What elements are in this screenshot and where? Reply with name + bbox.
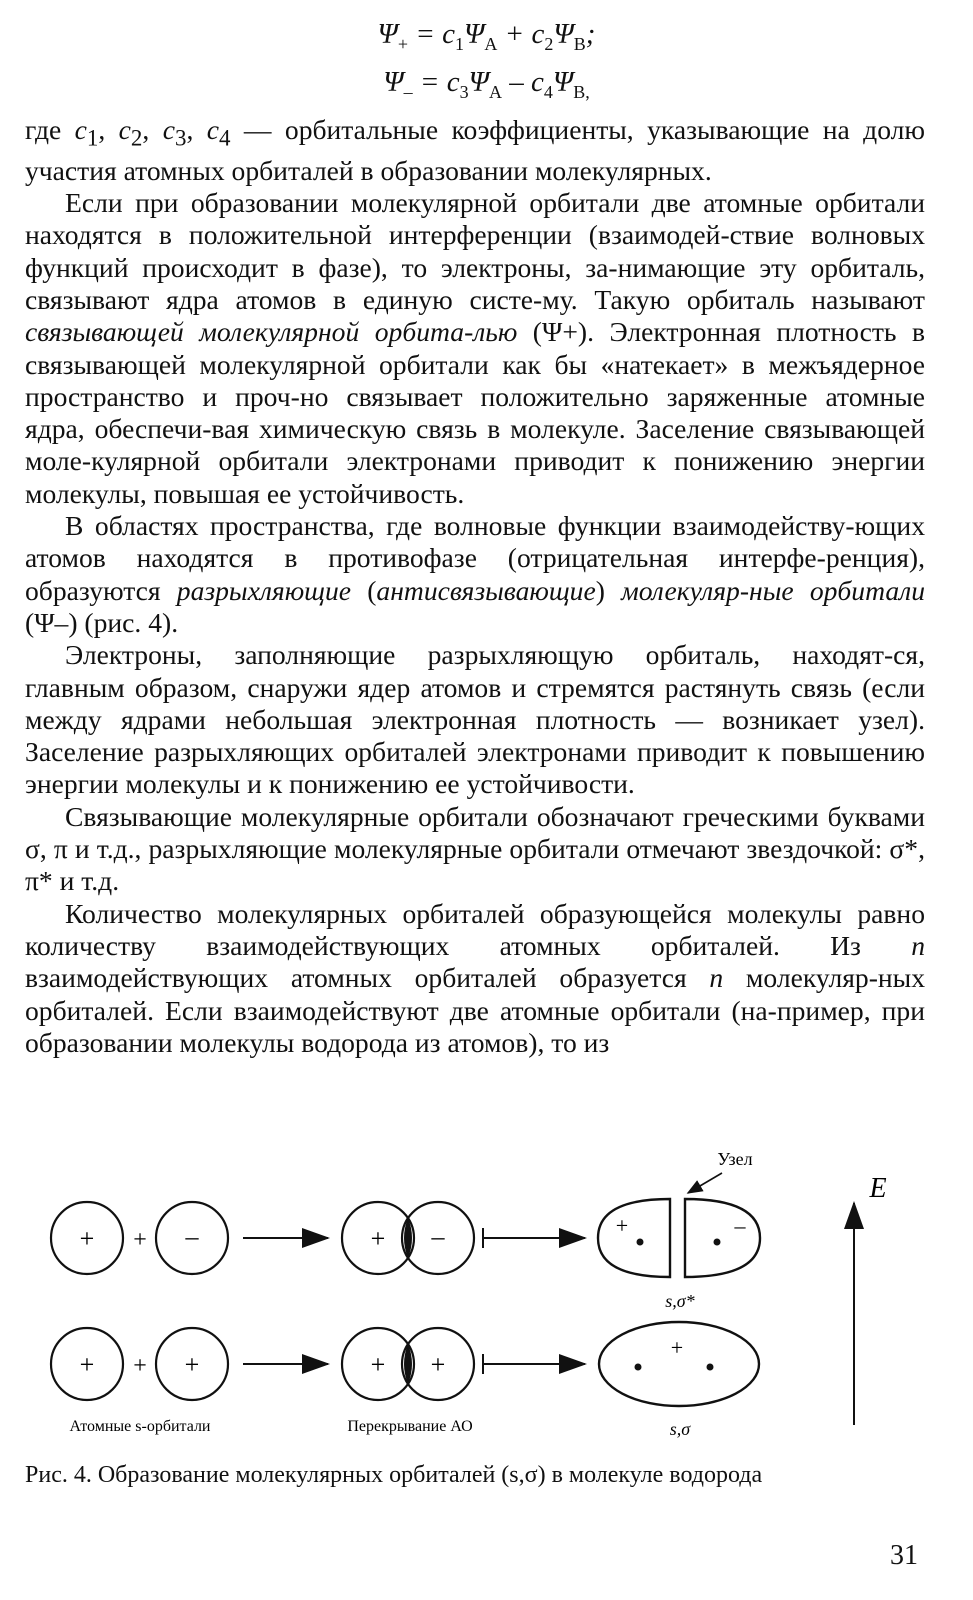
nucleus-a bbox=[635, 1364, 642, 1371]
paragraph-antibonding: В областях пространства, где волновые функции взаимодейству-ющих атомов находятся в противофазе (отрицательная интерфе-ренция), образуются разрыхляющие (антисвязывающие) молекуляр-ные орбитали (Ψ–) (рис. 4). bbox=[25, 510, 925, 638]
figure-4 bbox=[0, 1135, 973, 1455]
sign-minus: – bbox=[431, 1222, 445, 1251]
page-number: 31 bbox=[890, 1540, 918, 1571]
node-label: Узел bbox=[717, 1149, 753, 1169]
nucleus-b bbox=[714, 1239, 721, 1246]
antibonding-lobe-right bbox=[685, 1199, 760, 1277]
formula-psi-plus bbox=[0, 18, 973, 55]
row-antibonding bbox=[51, 1149, 760, 1311]
figure-caption: Рис. 4. Образование молекулярных орбиталей (s,σ) в молекуле водорода bbox=[25, 1462, 763, 1488]
label-overlap: Перекрывание АО bbox=[347, 1418, 473, 1435]
nucleus-a bbox=[637, 1239, 644, 1246]
formula-psi-minus-text: $\Psi_- = c_3\Psi_A - c_4\Psi_{B,}$ bbox=[383, 66, 590, 102]
label-atomic-orbitals: Атомные s-орбитали bbox=[69, 1418, 211, 1435]
sign-plus: + bbox=[670, 1335, 684, 1360]
paragraph-antibonding-electrons: Электроны, заполняющие разрыхляющую орбиталь, находят-ся, главным образом, снаружи ядер атомов и стремятся растянуть связь (если между ядрами небольшая электронная плотность — возникает узел). Заселение разрыхляющих орбиталей электронами приводит к повышению энергии молекулы и к понижению ее устойчивости. bbox=[25, 639, 925, 800]
sign-plus: + bbox=[79, 1224, 95, 1253]
paragraph-bonding: Если при образовании молекулярной орбитали две атомные орбитали находятся в положительной интерференции (взаимодей-ствие волновых функций происходит в фазе), то электроны, за-нимающие эту орбиталь, связывают ядра атомов в единую систе-му. Такую орбиталь называют связывающей молекулярной орбита-лью (Ψ+). Электронная плотность в связывающей молекулярной орбитали как бы «натекает» в межъядерное пространство и проч-но связывает положительно заряженные атомные ядра, обеспечи-вая химическую связь в молекуле. Заселение связывающей моле-кулярной орбитали электронами приводит к понижению энергии молекулы, повышая ее устойчивость. bbox=[25, 187, 925, 509]
figure-diagram bbox=[0, 1135, 973, 1455]
formula-psi-minus bbox=[0, 66, 973, 103]
paragraph-notation: Связывающие молекулярные орбитали обозначают греческими буквами σ, π и т.д., разрыхляющие молекулярные орбитали отмечают звездочкой: σ*, π* и т.д. bbox=[25, 800, 925, 897]
paragraph-coefficients: где $c_1$, $c_2$, $c_3$, $c_4$ — орбитальные коэффициенты, указывающие на долю участия атомных орбиталей в образовании молекулярных. bbox=[25, 114, 926, 186]
body-text bbox=[25, 114, 925, 1059]
antibonding-lobe-left bbox=[598, 1199, 670, 1277]
sign-plus-operator: + bbox=[133, 1227, 147, 1253]
sign-plus: + bbox=[184, 1350, 200, 1379]
sign-plus: + bbox=[370, 1224, 386, 1253]
sign-plus: + bbox=[370, 1350, 386, 1379]
nucleus-b bbox=[707, 1364, 714, 1371]
label-bonding: s,σ bbox=[669, 1419, 691, 1439]
energy-label: E bbox=[869, 1173, 887, 1204]
formula-psi-plus-text: $\Psi_+ = c_1\Psi_A + c_2\Psi_B$; bbox=[377, 18, 596, 54]
paragraph-count: Количество молекулярных орбиталей образующейся молекулы равно количеству взаимодействующих атомных орбиталей. Из n взаимодействующих атомных орбиталей образуется n молекуляр-ных орбиталей. Если взаимодействуют две атомные орбитали (на-пример, при образовании молекулы водорода из атомов), то из bbox=[25, 897, 925, 1058]
sign-plus: + bbox=[615, 1213, 629, 1238]
sign-plus-operator: + bbox=[133, 1353, 147, 1379]
sign-plus: + bbox=[79, 1350, 95, 1379]
sign-minus: – bbox=[185, 1222, 199, 1251]
sign-plus: + bbox=[430, 1350, 446, 1379]
node-arrow bbox=[688, 1173, 722, 1193]
sign-minus: – bbox=[734, 1213, 746, 1238]
label-antibonding: s,σ* bbox=[665, 1291, 695, 1311]
